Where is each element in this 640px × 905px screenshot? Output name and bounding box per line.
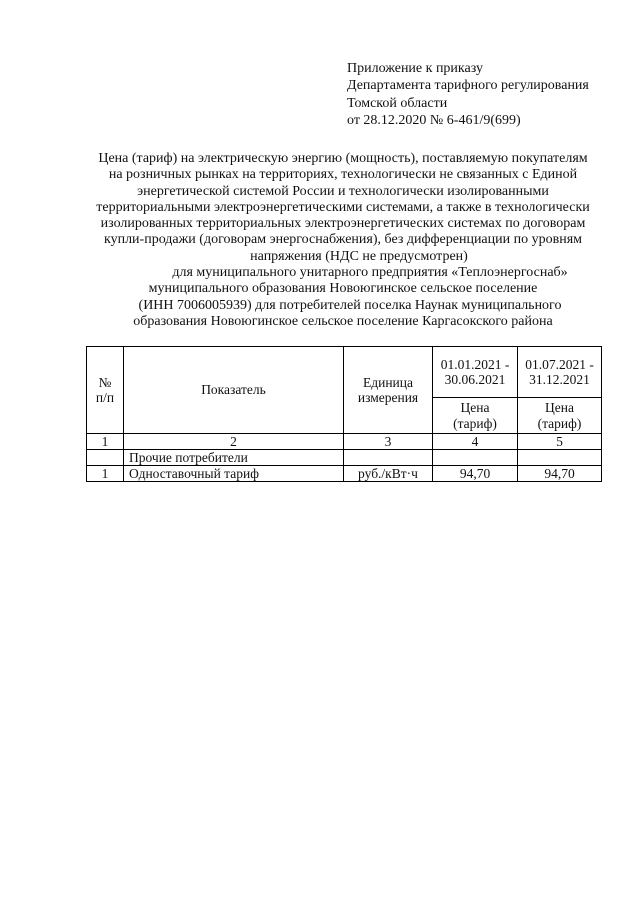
title-line: муниципального образования Новоюгинское сельское поселение bbox=[148, 281, 538, 297]
title-line: для муниципального унитарного предприятия «Теплоэнергоснаб» bbox=[172, 265, 568, 281]
price-header-line: Цена bbox=[460, 400, 490, 415]
period-date-line: 01.01.2021 - bbox=[440, 356, 510, 372]
header-indicator-label: Показатель bbox=[201, 382, 266, 398]
row-indicator: Одноставочный тариф bbox=[124, 466, 344, 482]
group-number-cell bbox=[87, 450, 124, 466]
title-line: изолированных территориальных электроэнергетических системах по договорам bbox=[100, 216, 586, 232]
period-date-line: 01.07.2021 - bbox=[525, 356, 594, 372]
approval-line: от 28.12.2020 № 6-461/9(699) bbox=[347, 112, 521, 128]
column-number: 3 bbox=[344, 434, 433, 450]
header-unit-line: Единица bbox=[362, 374, 413, 390]
header-number-line: № bbox=[98, 374, 112, 390]
header-unit bbox=[344, 347, 433, 434]
title-line: Цена (тариф) на электрическую энергию (мощность), поставляемую покупателям bbox=[98, 151, 588, 166]
price-header-line: (тариф) bbox=[453, 415, 497, 431]
table-row bbox=[87, 466, 602, 482]
price-header-line: (тариф) bbox=[537, 415, 582, 431]
price-header-line: Цена bbox=[545, 400, 574, 415]
header-period-1 bbox=[433, 347, 518, 398]
empty-cell bbox=[518, 450, 602, 466]
column-number: 4 bbox=[433, 434, 518, 450]
header-number-line: п/п bbox=[95, 390, 115, 405]
header-unit-line: измерения bbox=[357, 390, 419, 405]
group-label: Прочие потребители bbox=[124, 450, 344, 466]
header-indicator bbox=[124, 347, 344, 434]
column-number: 1 bbox=[87, 434, 124, 450]
document-title bbox=[60, 151, 626, 330]
title-line: напряжения (НДС не предусмотрен) bbox=[250, 248, 468, 264]
header-price-1 bbox=[433, 398, 518, 434]
title-line: территориальными электроэнергетическими системами, а также в технологически bbox=[96, 199, 590, 215]
approval-block bbox=[347, 60, 589, 129]
approval-line: Департамента тарифного регулирования bbox=[347, 78, 589, 94]
empty-cell bbox=[433, 450, 518, 466]
title-line: (ИНН 7006005939) для потребителей поселка Наунак муниципального bbox=[138, 297, 562, 313]
title-line: энергетической системой России и технологически изолированными bbox=[137, 183, 549, 199]
title-line: на розничных рынках на территориях, технологически не связанных с Единой bbox=[108, 167, 578, 183]
title-line: образования Новоюгинское сельское поселение Каргасокского района bbox=[133, 313, 553, 329]
row-number: 1 bbox=[87, 466, 124, 482]
tariff-table bbox=[86, 346, 602, 482]
approval-line: Приложение к приказу bbox=[347, 61, 483, 76]
row-unit: руб./кВт·ч bbox=[344, 466, 433, 482]
title-line: купли-продажи (договорам энергоснабжения), без дифференциации по уровням bbox=[103, 232, 583, 248]
table-header-row bbox=[87, 347, 602, 398]
column-number: 5 bbox=[518, 434, 602, 450]
header-price-2 bbox=[518, 398, 602, 434]
period-date-line: 31.12.2021 bbox=[529, 372, 590, 387]
approval-line: Томской области bbox=[347, 95, 448, 111]
column-number-row bbox=[87, 434, 602, 450]
empty-cell bbox=[344, 450, 433, 466]
column-number: 2 bbox=[124, 434, 344, 450]
period-date-line: 30.06.2021 bbox=[444, 372, 506, 387]
row-price-period-1: 94,70 bbox=[433, 466, 518, 482]
header-period-2 bbox=[518, 347, 602, 398]
row-price-period-2: 94,70 bbox=[518, 466, 602, 482]
header-number bbox=[87, 347, 124, 434]
group-row bbox=[87, 450, 602, 466]
